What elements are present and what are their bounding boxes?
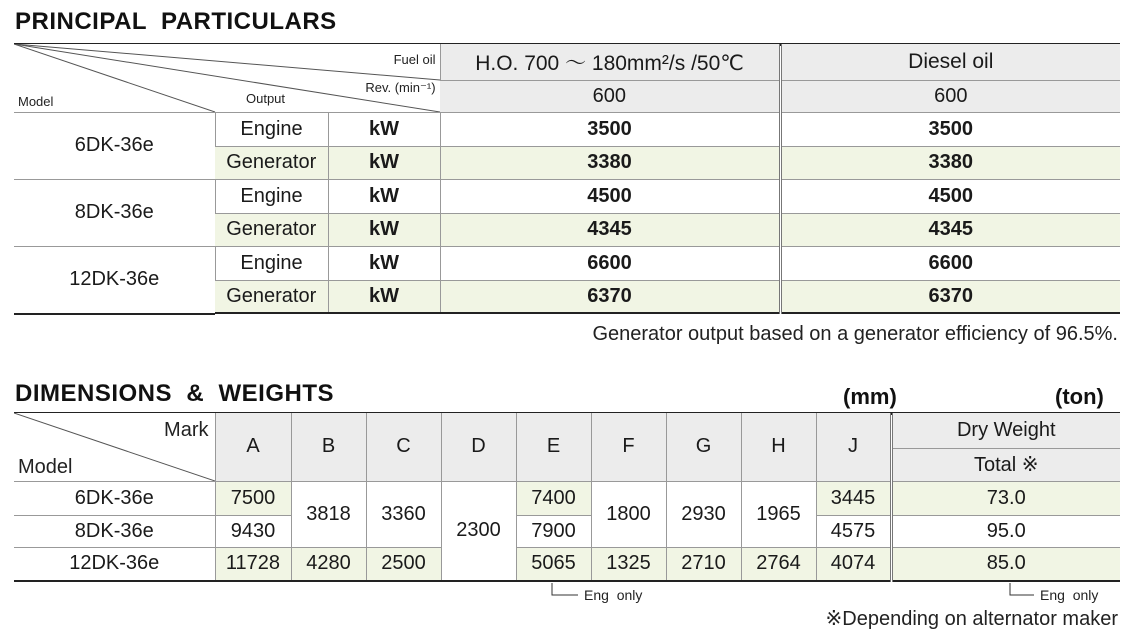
- dim-e: 5065: [516, 547, 591, 581]
- corner-rev-label: Rev. (min⁻¹): [365, 80, 436, 95]
- principal-bottom-rule: [14, 313, 215, 315]
- engine-output-ho: 4500: [440, 179, 780, 213]
- eng-only-bracket-e: [540, 583, 580, 603]
- unit-kw: kW: [328, 112, 440, 146]
- dim-j: 3445: [816, 481, 891, 515]
- dimensions-title: DIMENSIONS & WEIGHTS: [15, 380, 335, 407]
- model-12dk: 12DK-36e: [14, 246, 215, 313]
- generator-output-ho: 6370: [440, 280, 780, 313]
- mark-header: J: [816, 413, 891, 481]
- generator-label: Generator: [215, 146, 328, 179]
- efficiency-note: Generator output based on a generator efficiency of 96.5%.: [592, 323, 1118, 345]
- engine-label: Engine: [215, 246, 328, 280]
- dim-d: 2300: [441, 481, 516, 581]
- total-weight-header: Total ※: [891, 448, 1120, 481]
- generator-output-diesel: 4345: [780, 213, 1120, 246]
- corner-mark-label: Mark: [164, 419, 209, 441]
- generator-output-ho: 3380: [440, 146, 780, 179]
- model-6dk: 6DK-36e: [14, 112, 215, 179]
- dim-a: 9430: [215, 515, 291, 547]
- generator-output-ho: 4345: [440, 213, 780, 246]
- engine-output-ho: 3500: [440, 112, 780, 146]
- dim-f: 1800: [591, 481, 666, 547]
- unit-mm-label: (mm): [843, 384, 897, 409]
- mark-header: G: [666, 413, 741, 481]
- dim-g: 2930: [666, 481, 741, 547]
- corner-output-label: Output: [246, 91, 286, 106]
- mark-header: B: [291, 413, 366, 481]
- generator-label: Generator: [215, 213, 328, 246]
- model-8dk: 8DK-36e: [14, 179, 215, 246]
- dim-f: 1325: [591, 547, 666, 581]
- unit-kw: kW: [328, 146, 440, 179]
- dry-weight-total: 73.0: [891, 481, 1120, 515]
- unit-ton-label: (ton): [1055, 384, 1104, 409]
- generator-output-diesel: 3380: [780, 146, 1120, 179]
- dim-b: 3818: [291, 481, 366, 547]
- dim-j: 4575: [816, 515, 891, 547]
- dim-e: 7900: [516, 515, 591, 547]
- generator-label: Generator: [215, 280, 328, 313]
- fuel-diesel-header: Diesel oil: [780, 44, 1120, 80]
- dim-b: 4280: [291, 547, 366, 581]
- unit-kw: kW: [328, 213, 440, 246]
- dry-weight-total: 95.0: [891, 515, 1120, 547]
- dim-a: 11728: [215, 547, 291, 581]
- principal-table: [14, 44, 1120, 314]
- corner-model-label: Model: [18, 456, 73, 478]
- mark-header: F: [591, 413, 666, 481]
- rev-diesel-value: 600: [780, 80, 1120, 112]
- engine-output-diesel: 3500: [780, 112, 1120, 146]
- corner-fuel-oil-label: Fuel oil: [393, 52, 436, 67]
- eng-only-bracket-weight: [998, 583, 1038, 603]
- principal-corner-cell: [14, 44, 440, 112]
- corner-diagonal-lines: [14, 44, 440, 112]
- mark-header: D: [441, 413, 516, 481]
- dim-a: 7500: [215, 481, 291, 515]
- model-8dk: 8DK-36e: [14, 515, 215, 547]
- mark-header: E: [516, 413, 591, 481]
- dim-h: 2764: [741, 547, 816, 581]
- dim-j: 4074: [816, 547, 891, 581]
- engine-label: Engine: [215, 112, 328, 146]
- model-6dk: 6DK-36e: [14, 481, 215, 515]
- model-12dk: 12DK-36e: [14, 547, 215, 581]
- unit-kw: kW: [328, 280, 440, 313]
- engine-output-ho: 6600: [440, 246, 780, 280]
- engine-label: Engine: [215, 179, 328, 213]
- mark-header: A: [215, 413, 291, 481]
- unit-kw: kW: [328, 179, 440, 213]
- generator-output-diesel: 6370: [780, 280, 1120, 313]
- dry-weight-total: 85.0: [891, 547, 1120, 581]
- alternator-footnote: ※Depending on alternator maker: [825, 608, 1118, 630]
- dry-weight-header: Dry Weight: [891, 413, 1120, 448]
- dim-h: 1965: [741, 481, 816, 547]
- mark-header: C: [366, 413, 441, 481]
- dim-c: 2500: [366, 547, 441, 581]
- eng-only-note-weight: Eng only: [1040, 587, 1099, 603]
- engine-output-diesel: 4500: [780, 179, 1120, 213]
- eng-only-note-e: Eng only: [584, 587, 643, 603]
- unit-kw: kW: [328, 246, 440, 280]
- engine-output-diesel: 6600: [780, 246, 1120, 280]
- corner-model-label: Model: [18, 94, 54, 109]
- fuel-ho-header: H.O. 700 ～ 180mm²/s /50℃: [440, 44, 780, 80]
- mark-header: H: [741, 413, 816, 481]
- dimensions-corner-cell: [14, 413, 215, 481]
- dim-e: 7400: [516, 481, 591, 515]
- rev-ho-value: 600: [440, 80, 780, 112]
- dim-c: 3360: [366, 481, 441, 547]
- dim-g: 2710: [666, 547, 741, 581]
- principal-title: PRINCIPAL PARTICULARS: [15, 8, 337, 35]
- dimensions-table: [14, 413, 1120, 582]
